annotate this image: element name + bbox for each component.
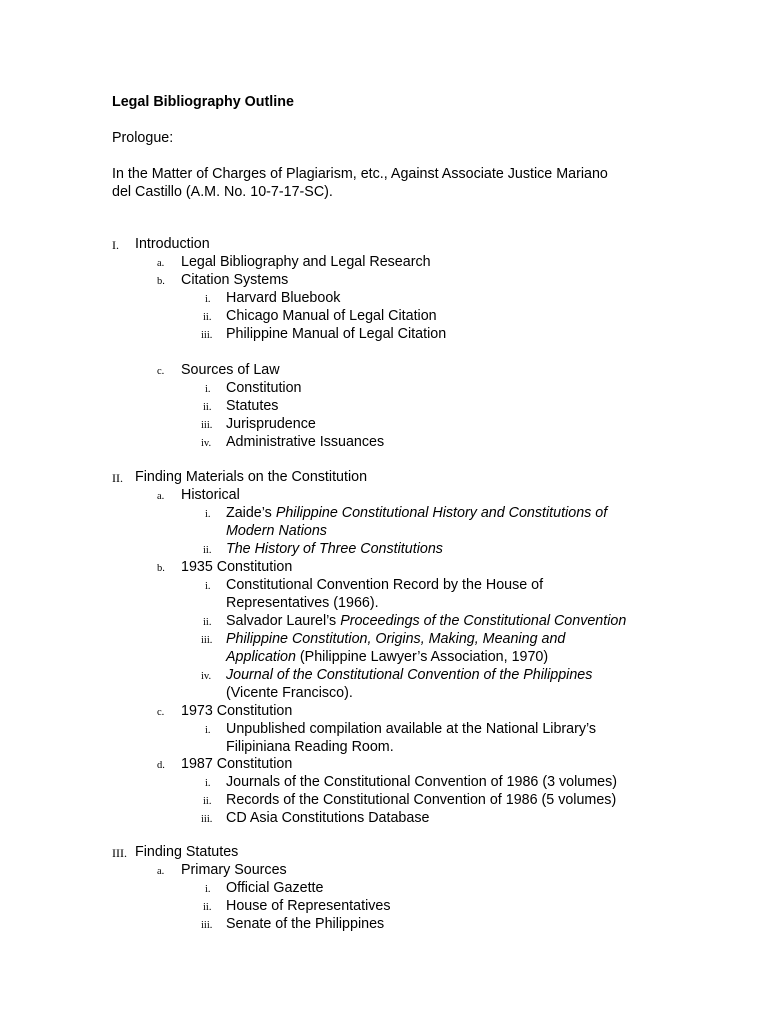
subitem-text-continuation: Application (Philippine Lawyer’s Association, 1970) [226,649,549,665]
section-marker: II. [112,471,123,485]
subitem-text-continuation: Representatives (1966). [226,595,379,611]
item-title: Citation Systems [181,272,289,288]
subitem-text: Statutes [226,398,279,414]
subitem-marker: i. [205,725,211,736]
subitem-text: Chicago Manual of Legal Citation [226,308,437,324]
subitem-text: Administrative Issuances [226,434,385,450]
subitem-marker: i. [205,581,211,592]
subitem-marker: i. [205,509,211,520]
subitem-marker: iii. [201,420,213,431]
subitem-marker: i. [205,778,211,789]
subitem-marker: iii. [201,330,213,341]
item-marker: a. [157,491,165,502]
subitem-marker: i. [205,294,211,305]
subitem-marker: ii. [203,545,212,556]
subitem-text-continuation: Modern Nations [226,523,327,539]
subitem-text: Records of the Constitutional Convention of 1986 (5 volumes) [226,792,617,808]
page-title: Legal Bibliography Outline [112,94,294,110]
section-title: Finding Materials on the Constitution [135,469,368,485]
prologue-label: Prologue: [112,130,174,146]
subitem-marker: iii. [201,920,213,931]
subitem-text-continuation: (Vicente Francisco). [226,685,353,701]
subitem-text: Salvador Laurel’s Proceedings of the Constitutional Convention [226,613,627,629]
item-marker: d. [157,760,165,771]
item-title: 1973 Constitution [181,703,293,719]
item-marker: c. [157,707,165,718]
subitem-marker: i. [205,384,211,395]
item-title: Sources of Law [181,362,280,378]
subitem-marker: ii. [203,402,212,413]
subitem-text: The History of Three Constitutions [226,541,443,557]
subitem-text: Constitutional Convention Record by the House of [226,577,544,593]
subitem-text: Journals of the Constitutional Convention of 1986 (3 volumes) [226,774,618,790]
subitem-marker: iv. [201,671,212,682]
subitem-text: Zaide’s Philippine Constitutional History and Constitutions of [226,505,608,521]
item-title: 1935 Constitution [181,559,293,575]
subitem-marker: ii. [203,796,212,807]
subitem-text-continuation: Filipiniana Reading Room. [226,739,394,755]
subitem-text: Unpublished compilation available at the National Library’s [226,721,597,737]
subitem-marker: ii. [203,617,212,628]
item-marker: c. [157,366,165,377]
section-title: Introduction [135,236,210,252]
subitem-marker: i. [205,884,211,895]
subitem-text: Harvard Bluebook [226,290,341,306]
item-marker: a. [157,258,165,269]
section-title: Finding Statutes [135,844,239,860]
item-marker: b. [157,563,165,574]
subitem-marker: iii. [201,635,213,646]
subitem-text: House of Representatives [226,898,391,914]
item-marker: b. [157,276,165,287]
section-marker: III. [112,846,127,860]
subitem-text: Journal of the Constitutional Convention of the Philippines [226,667,593,683]
prologue-text-line-1: In the Matter of Charges of Plagiarism, etc., Against Associate Justice Mariano [112,166,608,182]
subitem-text: Philippine Manual of Legal Citation [226,326,447,342]
item-title: Legal Bibliography and Legal Research [181,254,431,270]
subitem-text: Senate of the Philippines [226,916,385,932]
subitem-text: Official Gazette [226,880,324,896]
subitem-text: CD Asia Constitutions Database [226,810,430,826]
prologue-text-line-2: del Castillo (A.M. No. 10-7-17-SC). [112,184,333,200]
subitem-text: Constitution [226,380,302,396]
item-title: 1987 Constitution [181,756,293,772]
subitem-text: Jurisprudence [226,416,316,432]
item-title: Primary Sources [181,862,287,878]
subitem-text: Philippine Constitution, Origins, Making, Meaning and [226,631,566,647]
subitem-marker: ii. [203,312,212,323]
section-marker: I. [112,238,119,252]
subitem-marker: ii. [203,902,212,913]
item-title: Historical [181,487,240,503]
subitem-marker: iv. [201,438,212,449]
subitem-marker: iii. [201,814,213,825]
item-marker: a. [157,866,165,877]
